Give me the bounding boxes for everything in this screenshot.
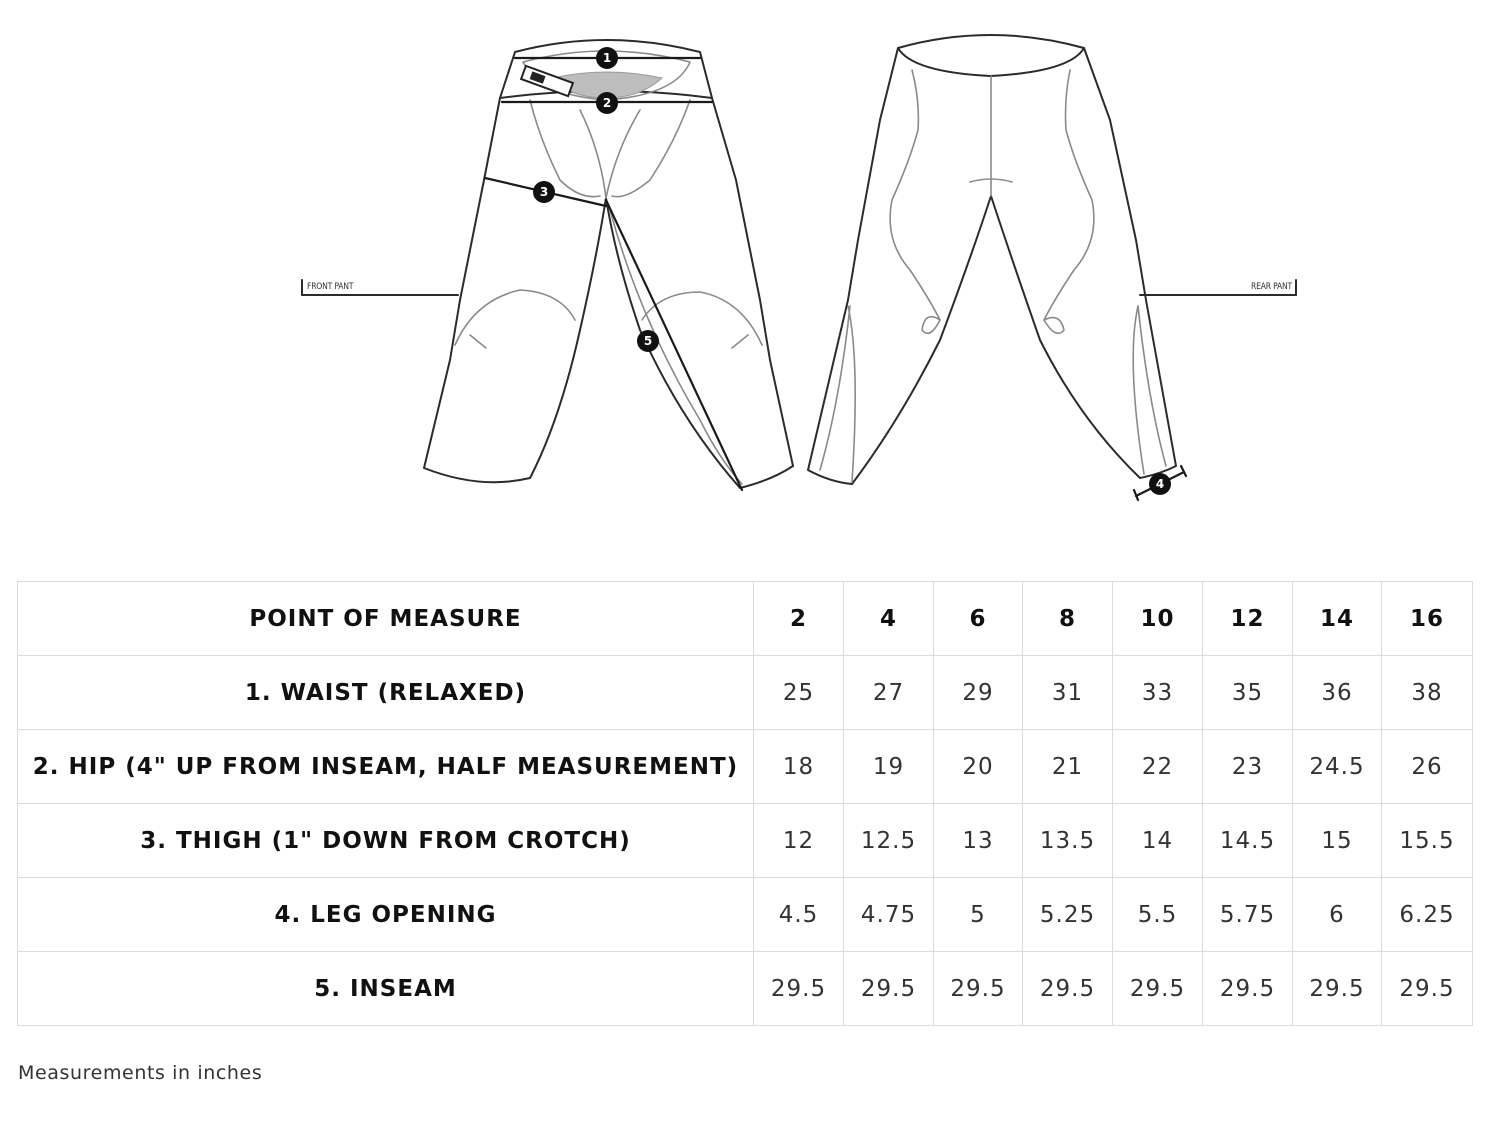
table-header-row <box>18 582 1473 656</box>
table-cell: 5 <box>934 878 1023 952</box>
table-cell: 15 <box>1293 804 1382 878</box>
header-size: 6 <box>934 582 1023 656</box>
size-chart-table <box>17 581 1473 1026</box>
measurement-unit-note: Measurements in inches <box>18 1062 263 1084</box>
table-cell: 13 <box>934 804 1023 878</box>
table-cell: 13.5 <box>1023 804 1113 878</box>
row-label: 1. WAIST (RELAXED) <box>18 656 754 730</box>
table-row-leg-opening <box>18 878 1473 952</box>
table-cell: 24.5 <box>1293 730 1382 804</box>
marker-4 <box>1149 473 1171 495</box>
table-cell: 26 <box>1382 730 1473 804</box>
table-cell: 29.5 <box>1293 952 1382 1026</box>
table-cell: 33 <box>1113 656 1203 730</box>
rear-pant-label: REAR PANT <box>1251 282 1292 292</box>
table-cell: 29.5 <box>844 952 934 1026</box>
table-cell: 29.5 <box>1023 952 1113 1026</box>
table-row-waist <box>18 656 1473 730</box>
rear-pant-illustration <box>808 35 1296 500</box>
table-cell: 29.5 <box>754 952 844 1026</box>
header-size: 16 <box>1382 582 1473 656</box>
svg-text:3: 3 <box>539 185 549 199</box>
table-cell: 12 <box>754 804 844 878</box>
table-cell: 4.75 <box>844 878 934 952</box>
table-cell: 6 <box>1293 878 1382 952</box>
svg-text:5: 5 <box>643 334 653 348</box>
header-size: 2 <box>754 582 844 656</box>
front-pant-label: FRONT PANT <box>307 282 354 292</box>
row-label: 2. HIP (4" UP FROM INSEAM, HALF MEASUREMENT) <box>18 730 754 804</box>
header-size: 8 <box>1023 582 1113 656</box>
svg-text:4: 4 <box>1155 477 1165 491</box>
header-point-of-measure: POINT OF MEASURE <box>18 582 754 656</box>
zipper-pull <box>521 66 573 96</box>
table-row-inseam <box>18 952 1473 1026</box>
header-size: 4 <box>844 582 934 656</box>
table-cell: 31 <box>1023 656 1113 730</box>
table-cell: 12.5 <box>844 804 934 878</box>
table-row-thigh <box>18 804 1473 878</box>
table-cell: 5.25 <box>1023 878 1113 952</box>
table-row-hip <box>18 730 1473 804</box>
table-cell: 19 <box>844 730 934 804</box>
marker-2 <box>596 92 618 114</box>
marker-5 <box>637 330 659 352</box>
table-cell: 35 <box>1203 656 1293 730</box>
header-size: 10 <box>1113 582 1203 656</box>
table-cell: 27 <box>844 656 934 730</box>
svg-text:1: 1 <box>602 51 612 65</box>
row-label: 5. INSEAM <box>18 952 754 1026</box>
marker-1 <box>596 47 618 69</box>
table-cell: 29.5 <box>1382 952 1473 1026</box>
table-cell: 38 <box>1382 656 1473 730</box>
front-pant-illustration <box>302 40 793 490</box>
row-label: 4. LEG OPENING <box>18 878 754 952</box>
table-cell: 18 <box>754 730 844 804</box>
pant-diagram <box>0 0 1490 560</box>
table-cell: 5.75 <box>1203 878 1293 952</box>
table-cell: 29.5 <box>1113 952 1203 1026</box>
marker-3 <box>533 181 555 203</box>
row-label: 3. THIGH (1" DOWN FROM CROTCH) <box>18 804 754 878</box>
table-cell: 29.5 <box>934 952 1023 1026</box>
table-cell: 36 <box>1293 656 1382 730</box>
pant-diagram-svg <box>0 0 1490 560</box>
svg-text:2: 2 <box>602 96 612 110</box>
table-cell: 23 <box>1203 730 1293 804</box>
table-cell: 25 <box>754 656 844 730</box>
table-cell: 29.5 <box>1203 952 1293 1026</box>
table-cell: 14 <box>1113 804 1203 878</box>
table-cell: 5.5 <box>1113 878 1203 952</box>
measure-line-inseam <box>606 200 742 490</box>
table-cell: 15.5 <box>1382 804 1473 878</box>
header-size: 14 <box>1293 582 1382 656</box>
table-cell: 20 <box>934 730 1023 804</box>
table-cell: 6.25 <box>1382 878 1473 952</box>
table-cell: 29 <box>934 656 1023 730</box>
table-cell: 4.5 <box>754 878 844 952</box>
table-cell: 22 <box>1113 730 1203 804</box>
header-size: 12 <box>1203 582 1293 656</box>
table-cell: 14.5 <box>1203 804 1293 878</box>
table-cell: 21 <box>1023 730 1113 804</box>
